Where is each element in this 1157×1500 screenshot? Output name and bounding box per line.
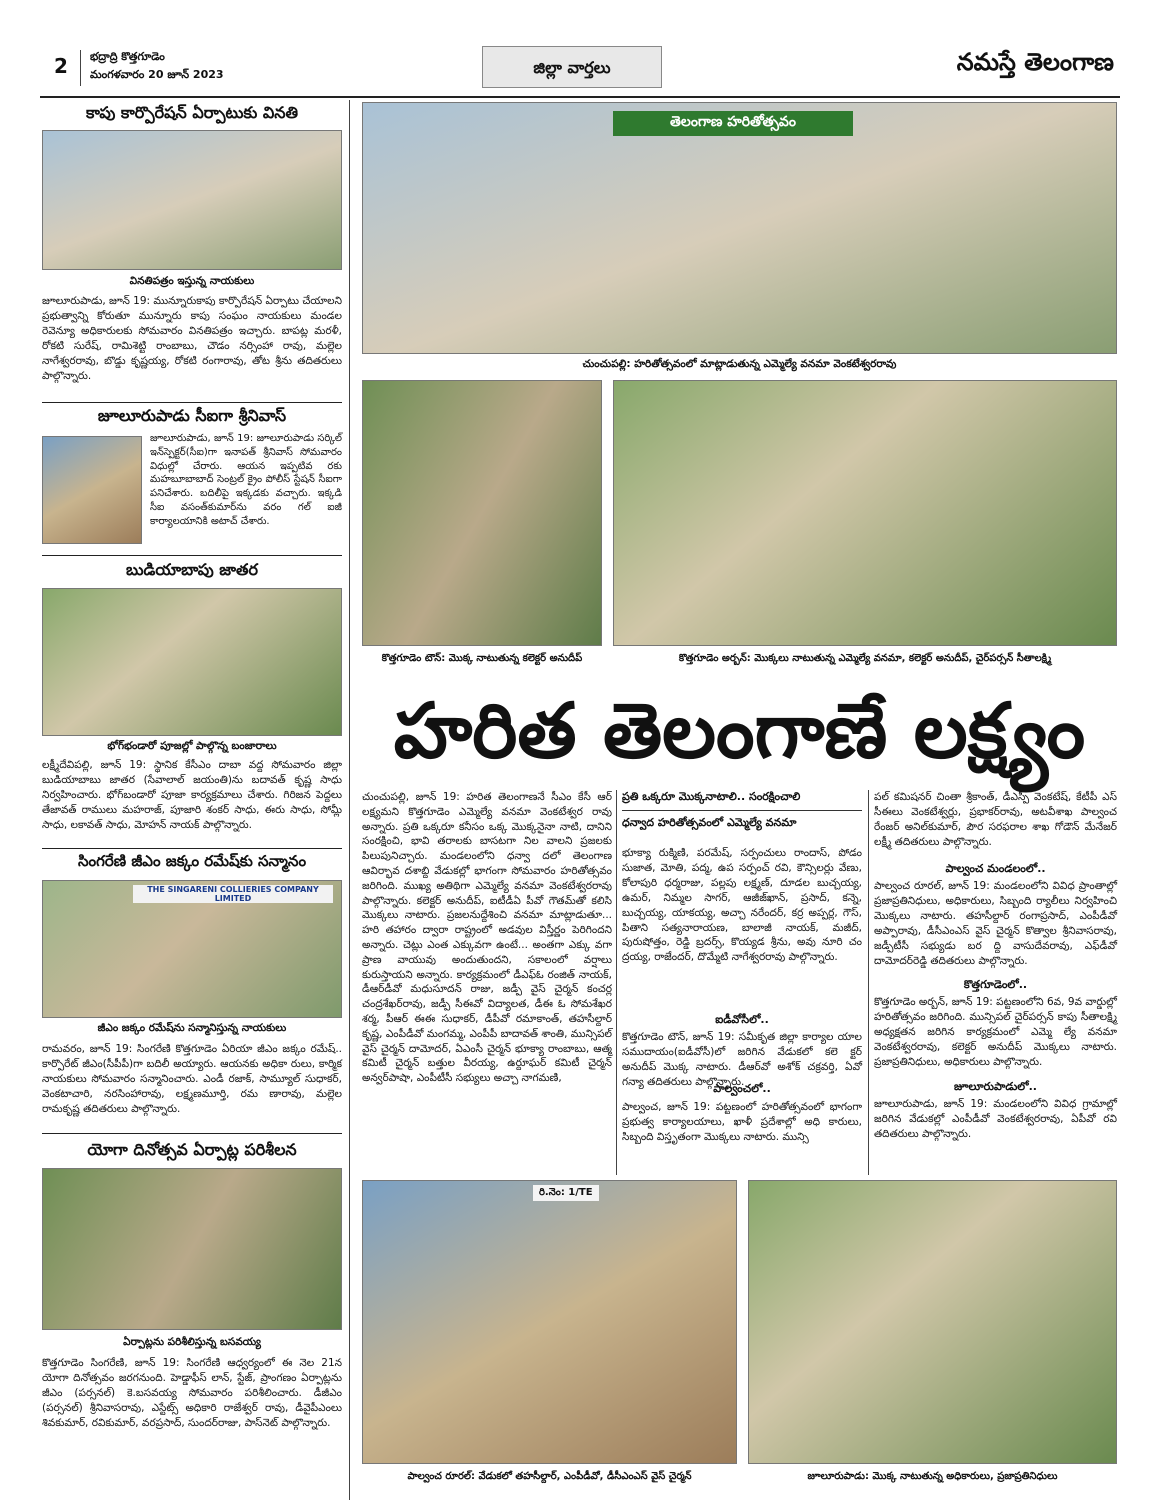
body-yoga-inspection: కొత్తగూడెం సింగరేణి, జూన్ 19: సింగరేణి ఆధ్వర్యంలో ఈ నెల 21న యోగా దినోత్సవం జరగనుంది. హెడ్డాఫీస్ లాన్, స్టేజ్, ప్రాంగణం ఏర్పాట్లను జీఎం (పర్సనల్) కె.బసవయ్య సోమవారం పరిశీలించారు. డీజీఎం (పర్సనల్) శ్రీనివాసరావు, ఎస్టేట్స్ అధికారి రాజేశ్వర్ రావు, డీవైపీఎంలు శివకుమార్, రవికుమార్, వరప్రసాద్, సుందర్‌రాజు, పాస్‌నెట్ పాల్గొన్నారు. (42, 1357, 342, 1429)
photo-kapu-petition (42, 130, 342, 270)
main-story-col2-p3: పాల్వంచ, జూన్ 19: పట్టణంలో హరితోత్సవంలో భాగంగా ప్రభుత్వ కార్యాలయాలు, ఖాళీ ప్రదేశాల్లో అధి కారులు, సిబ్బంది విస్తృతంగా మొక్కలు నాటారు. మున్సి (622, 1101, 862, 1143)
caption-top-photo: చుంచుపల్లి: హరితోత్సవంలో మాట్లాడుతున్న ఎమ్మెల్యే వనమా వెంకటేశ్వరరావు (582, 358, 897, 370)
photo-yoga-inspection (42, 1168, 342, 1330)
headline-singareni-gm: సింగరేణి జీఎం జక్కం రమేష్‌కు సన్మానం (77, 852, 307, 870)
masthead: నమస్తే తెలంగాణ (956, 48, 1114, 76)
subhead-kothagudem: కొత్తగూడెంలో.. (963, 978, 1028, 991)
headline-kapu-corporation: కాపు కార్పొరేషన్ ఏర్పాటుకు వినతి (85, 103, 299, 122)
main-story-col3-p2: పాల్వంచ రూరల్, జూన్ 19: మండలంలోని వివిధ ప్రాంతాల్లో ప్రజాప్రతినిధులు, అధికారులు, సిబ్బంది ర్యాలీలు నిర్వహించి మొక్కలు నాటారు. తహసీల్దార్ రంగాప్రసాద్, ఎంపీడీవో అప్పారావు, డీసీఎంఎస్ వైస్ చైర్మన్ కొత్వాల శ్రీనివాసరావు, జడ్పీటీసీ సభ్యుడు బర ద్ది వాసుదేవరావు, ఎఫ్‌డీవో దామోదర్‌రెడ్డి తదితరులు పాల్గొన్నారు. (874, 880, 1117, 967)
page-number: 2 (54, 54, 68, 78)
caption-palvancha-rural: పాల్వంచ రూరల్: వేడుకలో తహసీల్దార్, ఎంపీడీవో, డీసీఎంఎస్ వైస్ చైర్మన్ (407, 1471, 692, 1482)
caption-gm-felicitation: జీఎం జక్కం రమేష్‌ను సన్మానిస్తున్న నాయకులు (97, 1022, 287, 1034)
edition-name: భద్రాద్రి కొత్తగూడెం (90, 50, 165, 63)
photo-mla-planting (613, 380, 1117, 646)
header-divider (80, 50, 81, 86)
photo-palvancha-rural (362, 1180, 737, 1464)
col-divider-1 (616, 790, 617, 1175)
col-divider-2 (868, 790, 869, 1175)
rule-4 (42, 1133, 342, 1134)
caption-kapu-petition: వినతిపత్రం ఇస్తున్న నాయకులు (129, 275, 255, 287)
main-story-col3-p4: జూలూరుపాడు, జూన్ 19: మండలంలోని వివిధ గ్రామాల్లో జరిగిన వేడుకల్లో ఎంపీడీవో వెంకటేశ్వరరావు, ఏపీవో రవి తదితరులు పాల్గొన్నారు. (874, 1098, 1117, 1140)
main-story-col3-p1: పల్ కమిషనర్ చింతా శ్రీకాంత్, డీఎస్పీ వెంకటేష్, కేటీపీ ఎస్ సీఈలు వెంకటేశ్వర్లు, ప్రభాకర్‌రావు, అటవీశాఖ పాల్వంచ రేంజర్ అనిల్‌కుమార్, పౌర సరఫరాల శాఖ గోడౌన్ మేనేజర్ లక్ష్మీ తదితరులు పాల్గొన్నారు. (874, 791, 1117, 848)
caption-jatara: భోగ్‌భండారో పూజల్లో పాల్గొన్న బంజారాలు (107, 740, 277, 752)
main-story-col1: చుంచుపల్లి, జూన్ 19: హరిత తెలంగాణనే సీఎం కేసీ ఆర్ లక్ష్యమని కొత్తగూడెం ఎమ్మెల్యే వనమా వెంకటేశ్వర రావు అన్నారు. ప్రతి ఒక్కరూ కనీసం ఒక్క మొక్కనైనా నాటి, దానిని సంరక్షించి, భావి తరాలకు బాసటగా నిల వాలని ప్రజలకు పిలుపునిచ్చారు. మండలంలోని ధన్వా దలో తెలంగాణ ఆవిర్భావ దశాబ్ది వేడుకల్లో భాగంగా సోమవారం హరితోత్సవం జరిగింది. ముఖ్య అతిథిగా ఎమ్మెల్యే వనమా వెంకటేశ్వరరావు పాల్గొన్నారు. కలెక్టర్ అనుదీప్, ఐటీడీఏ పీవో గౌతమ్‌తో కలిసి మొక్కలు నాటారు. ప్రజలనుద్దేశించి వనమా మాట్లాడుతూ... హరి తహారం ద్వారా రాష్ట్రంలో అడవుల విస్తీర్ణం పెరిగిందని అన్నారు. చెట్లు ఎంత ఎక్కువగా ఉంటే... అంతగా ఎక్కు వగా ప్రాణ వాయువు అందుతుందని, సకాలంలో వర్షాలు కురుస్తాయని అన్నారు. కార్యక్రమంలో డీఎఫ్‌ఓ రంజిత్ నాయక్, డీఆర్‌డీవో మధుసూదన్ రాజు, జడ్పీ వైస్ చైర్మన్ కంచర్ల చంద్రశేఖర్‌రావు, జడ్పీ సీఈవో విద్యాలత, డీఈ ఓ సోమశేఖర శర్మ, పీఆర్ ఈఈ సుధాకర్, డీపీవో రమాకాంత్, తహసీల్దార్ కృష్ణ, ఎంపీడీవో మంగమ్మ, ఎంపీపీ బాదావత్ శాంతి, మున్సిపల్ వైస్ చైర్మన్ దామోదర్, ఏఎంసీ చైర్మన్ భూక్యా రాంబాబు, ఆత్మ కమిటీ చైర్మన్ బత్తుల వీరయ్య, ఉర్దూఘర్ కమిటీ చైర్మన్ అన్వర్‌పాషా, ఎంపీటీసీ సభ్యులు అచ్చా నాగమణి, (362, 791, 613, 1085)
subhead-palvancha-mandal: పాల్వంచ మండలంలో.. (945, 862, 1046, 875)
rule-2 (42, 555, 342, 556)
rule-3 (42, 848, 342, 849)
photo-tag-text: రి.నెం: 1/TE (533, 1185, 599, 1201)
header-rule (40, 96, 1120, 98)
photo-gm-felicitation (42, 880, 342, 1018)
subhead-julurpad: జూలూరుపాడులో.. (954, 1080, 1037, 1093)
subhead-idoc: ఐడీవోసీలో.. (715, 1013, 769, 1026)
caption-julurpad-planting: జూలూరుపాడు: మొక్క నాటుతున్న అధికారులు, ప్రజాప్రతినిధులు (807, 1471, 1058, 1482)
main-story-col2-p2: కొత్తగూడెం టౌన్, జూన్ 19: సమీకృత జిల్లా కార్యాల యాల సముదాయం(ఐడీవోసీ)లో జరిగిన వేడుకలో కలె క్టర్ అనుదీప్ మొక్క నాటారు. డీఆర్‌వో అశోక్ చక్రవర్తి, ఏవో గన్యా తదితరులు పాల్గొన్నారు. (622, 1031, 862, 1088)
caption-collector-planting: కొత్తగూడెం టౌన్: మొక్క నాటుతున్న కలెక్టర్ అనుదీప్ (381, 653, 583, 664)
body-gm-felicitation: రామవరం, జూన్ 19: సింగరేణి కొత్తగూడెం ఏరియా జీఎం జక్కం రమేష్.. కార్పొరేట్ జీఎం(సీపీపీ)గా బదిలీ అయ్యారు. ఆయనకు అధికా రులు, కార్మిక నాయకులు సోమవారం సన్మానించారు. ఎండీ రజాక్, సామ్యూల్ సుధాకర్, వెంకటాచారి, నరసింహారావు, లక్ష్మణమూర్తి, రమ ణారావు, మల్లెల రామకృష్ణ తదితరులు పాల్గొన్నారు. (42, 1043, 342, 1115)
caption-yoga-inspection: ఏర్పాట్లను పరిశీలిస్తున్న బసవయ్య (123, 1336, 261, 1348)
section-label: జిల్లా వార్తలు (482, 46, 662, 88)
body-new-ci: జూలూరుపాడు, జూన్ 19: జూలూరుపాడు సర్కిల్ ఇన్‌స్పెక్టర్(సీఐ)గా ఇనాపత్ శ్రీనివాస్ సోమవారం విధుల్లో చేరారు. ఆయన ఇప్పటివ రకు మహబూబాబాద్ సెంట్రల్ క్రైం పోలీస్ స్టేషన్ సీఐగా పనిచేశారు. బదిలీపై ఇక్కడకు వచ్చారు. ఇక్కడి సీఐ వసంత్‌కుమార్‌ను వరం గల్ ఐజీ కార్యాలయానికి అటాచ్ చేశారు. (150, 433, 342, 527)
body-kapu-petition: జూలూరుపాడు, జూన్ 19: మున్నూరుకాపు కార్పొరేషన్ ఏర్పాటు చేయాలని ప్రభుత్వాన్ని కోరుతూ మున్నూరు కాపు సంఘం నాయకులు మండల రెవెన్యూ అధికారులకు సోమవారం వినతిపత్రం ఇచ్చారు. బాపట్ల మరళీ, రోకటి సురేష్, రామిశెట్టి రాంబాబు, చౌడం నర్సింహా రావు, మల్లెల నాగేశ్వరరావు, బొడ్డు కృష్ణయ్య, రోకటి రంగారావు, తోట శ్రీను తదితరులు పాల్గొన్నారు. (42, 295, 342, 382)
kicker-line-2: ధన్వాద హరితోత్సవంలో ఎమ్మెల్యే వనమా (622, 816, 797, 829)
photo-julurpad-planting (748, 1180, 1117, 1464)
photo-jatara (42, 588, 342, 736)
main-story-col3-p3: కొత్తగూడెం అర్బన్, జూన్ 19: పట్టణంలోని 6వ, 9వ వార్డుల్లో హరితోత్సవం జరిగింది. మున్సిపల్ చైర్‌పర్సన్ కాపు సీతాలక్ష్మి అధ్యక్షతన జరిగిన కార్యక్రమంలో ఎమ్మె ల్యే వనమా వెంకటేశ్వరరావు, కలెక్టర్ అనుదీప్ మొక్కలు నాటారు. ప్రజాప్రతినిధులు, అధికారులు పాల్గొన్నారు. (874, 996, 1117, 1068)
issue-date: మంగళవారం 20 జూన్ 2023 (90, 68, 224, 81)
main-headline: హరిత తెలంగాణే లక్ష్యం (393, 686, 1086, 775)
photo-banner-text: THE SINGARENI COLLIERIES COMPANY LIMITED (133, 885, 333, 903)
stage-banner-text: తెలంగాణ హరితోత్సవం (613, 111, 853, 136)
kicker-line-1: ప్రతి ఒక్కరూ మొక్కనాటాలి.. సంరక్షించాలి (622, 790, 862, 811)
kicker-box (622, 790, 862, 832)
page-header (40, 36, 1120, 102)
headline-budiyabapu-jatara: బుడియాబాపు జాతర (126, 560, 258, 579)
caption-mla-planting: కొత్తగూడెం అర్బన్: మొక్కలు నాటుతున్న ఎమ్మెల్యే వనమా, కలెక్టర్ అనుదీప్, చైర్‌పర్సన్ సీతాలక్ష్మి (678, 653, 1052, 664)
left-column-divider (349, 100, 350, 1500)
subhead-palvancha: పాల్వంచలో.. (713, 1082, 771, 1095)
photo-harithotsavam-stage (362, 102, 1117, 354)
photo-collector-planting (362, 380, 602, 646)
headline-yoga-day: యోగా దినోత్సవ ఏర్పాట్ల పరిశీలన (87, 1140, 297, 1159)
photo-ci-portrait (42, 436, 142, 544)
rule-1 (42, 402, 342, 403)
headline-new-ci: జూలూరుపాడు సీఐగా శ్రీనివాస్ (97, 406, 287, 425)
body-jatara: లక్ష్మీదేవిపల్లి, జూన్ 19: స్థానిక కేసీఎం దాబా వద్ద సోమవారం జిల్లా బుడియాబాబు జాతర (సేవాలాల్ జయంతి)ను బదావత్ కృష్ణ సాధు నిర్వహించారు. భోగ్‌బండారో పూజా కార్యక్రమాలు చేశారు. గిరిజన పెద్దలు తేజావత్ రాములు మహరాజ్, పూజారి శంకర్ సాధు, ఈరు సాధు, సోమ్లీ సాధు, లకావత్ సాధు, మోహన్ నాయక్ పాల్గొన్నారు. (42, 759, 342, 831)
main-story-col2-p1: భూక్యా రుక్మిణి, పరమేష్, సర్పంచులు రాందాస్, పోడం సుజాత, మోతి, పద్మ, ఉప సర్పంచ్ రవి, కౌన్సిలర్లు వేణు, కోలాపురి ధర్మరాజు, పల్లపు లక్ష్మణ్, దూడల బుచ్చయ్య, ఉమర్, నిమ్మల సాగర్, ఆజీజ్‌ఖాన్, ప్రసాద్, కన్నె, బుచ్చయ్య, యాకయ్య, అచ్చా నరేందర్, కర్ర అప్పర్ల, గౌస్, పితాని సత్యనారాయణ, బాలాజీ నాయక్, మజీద్, పురుషోత్తం, రెడ్డి బ్రదర్స్, కొయ్యడ శ్రీను, అవు నూరి చం ద్రయ్య, రాజేందర్, దొమ్మేటి నాగేశ్వరరావు పాల్గొన్నారు. (622, 847, 862, 964)
